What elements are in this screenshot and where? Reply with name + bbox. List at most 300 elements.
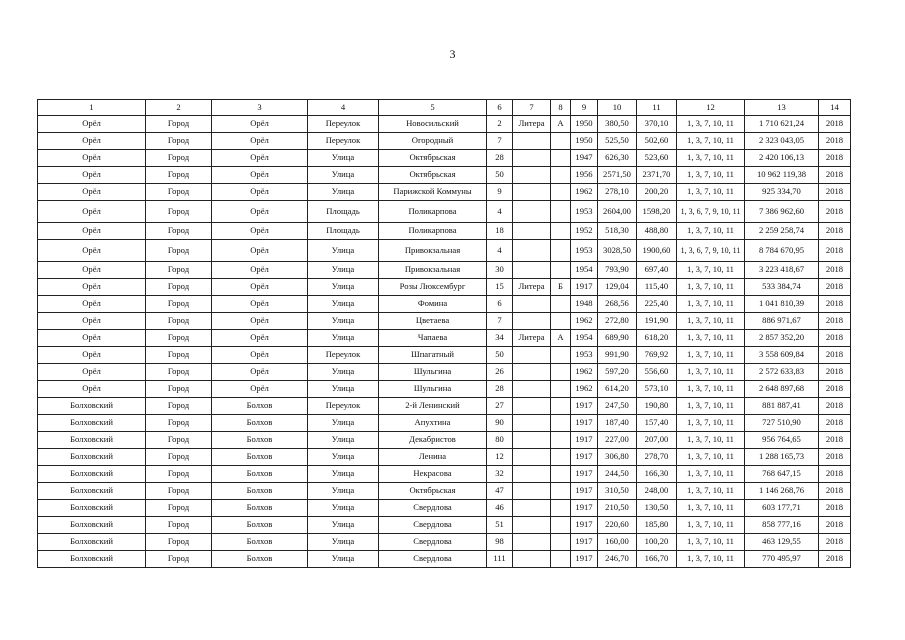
district-cell: Болховский [38, 534, 146, 551]
house-number-cell: 28 [487, 381, 513, 398]
cost-cell: 1 710 621,24 [745, 116, 819, 133]
living-area-cell: 248,00 [637, 483, 677, 500]
street-type-cell: Улица [308, 313, 379, 330]
house-number-cell: 9 [487, 184, 513, 201]
house-number-cell: 32 [487, 466, 513, 483]
building-letter-label-cell [513, 517, 551, 534]
building-letter-label-cell [513, 381, 551, 398]
plan-year-cell: 2018 [819, 398, 851, 415]
house-number-cell: 12 [487, 449, 513, 466]
table-row [38, 201, 851, 223]
settlement-type-cell: Город [146, 223, 212, 240]
year-cell: 1953 [571, 240, 598, 262]
plan-year-cell: 2018 [819, 223, 851, 240]
settlement-cell: Болхов [212, 517, 308, 534]
work-types-cell: 1, 3, 7, 10, 11 [677, 279, 745, 296]
building-letter-cell [551, 381, 571, 398]
building-letter-cell [551, 201, 571, 223]
plan-year-cell: 2018 [819, 517, 851, 534]
table-row [38, 364, 851, 381]
plan-year-cell: 2018 [819, 551, 851, 568]
cost-cell: 2 259 258,74 [745, 223, 819, 240]
column-header: 7 [513, 100, 551, 116]
cost-cell: 858 777,16 [745, 517, 819, 534]
house-number-cell: 15 [487, 279, 513, 296]
living-area-cell: 166,30 [637, 466, 677, 483]
building-letter-cell [551, 517, 571, 534]
column-header: 11 [637, 100, 677, 116]
table-row [38, 466, 851, 483]
column-header: 3 [212, 100, 308, 116]
building-letter-cell [551, 240, 571, 262]
year-cell: 1917 [571, 517, 598, 534]
settlement-type-cell: Город [146, 500, 212, 517]
cost-cell: 881 887,41 [745, 398, 819, 415]
column-header: 13 [745, 100, 819, 116]
housing-registry-table [37, 99, 851, 568]
street-type-cell: Переулок [308, 133, 379, 150]
street-cell: Цветаева [379, 313, 487, 330]
building-letter-label-cell [513, 296, 551, 313]
settlement-type-cell: Город [146, 133, 212, 150]
district-cell: Болховский [38, 517, 146, 534]
living-area-cell: 769,92 [637, 347, 677, 364]
street-type-cell: Улица [308, 449, 379, 466]
plan-year-cell: 2018 [819, 347, 851, 364]
total-area-cell: 227,00 [598, 432, 637, 449]
plan-year-cell: 2018 [819, 313, 851, 330]
plan-year-cell: 2018 [819, 201, 851, 223]
house-number-cell: 2 [487, 116, 513, 133]
district-cell: Орёл [38, 381, 146, 398]
district-cell: Орёл [38, 201, 146, 223]
plan-year-cell: 2018 [819, 449, 851, 466]
living-area-cell: 502,60 [637, 133, 677, 150]
building-letter-label-cell [513, 313, 551, 330]
year-cell: 1917 [571, 449, 598, 466]
work-types-cell: 1, 3, 7, 10, 11 [677, 500, 745, 517]
street-cell: 2-й Ленинский [379, 398, 487, 415]
total-area-cell: 2571,50 [598, 167, 637, 184]
work-types-cell: 1, 3, 7, 10, 11 [677, 223, 745, 240]
work-types-cell: 1, 3, 7, 10, 11 [677, 262, 745, 279]
street-cell: Фомина [379, 296, 487, 313]
street-type-cell: Улица [308, 381, 379, 398]
work-types-cell: 1, 3, 7, 10, 11 [677, 296, 745, 313]
year-cell: 1962 [571, 381, 598, 398]
settlement-cell: Болхов [212, 466, 308, 483]
building-letter-label-cell [513, 466, 551, 483]
living-area-cell: 697,40 [637, 262, 677, 279]
district-cell: Орёл [38, 223, 146, 240]
table-row [38, 133, 851, 150]
work-types-cell: 1, 3, 7, 10, 11 [677, 364, 745, 381]
street-cell: Чапаева [379, 330, 487, 347]
cost-cell: 956 764,65 [745, 432, 819, 449]
settlement-cell: Орёл [212, 116, 308, 133]
cost-cell: 768 647,15 [745, 466, 819, 483]
building-letter-cell [551, 449, 571, 466]
work-types-cell: 1, 3, 7, 10, 11 [677, 398, 745, 415]
table-row [38, 432, 851, 449]
street-cell: Свердлова [379, 534, 487, 551]
plan-year-cell: 2018 [819, 279, 851, 296]
table-row [38, 262, 851, 279]
building-letter-label-cell [513, 432, 551, 449]
total-area-cell: 306,80 [598, 449, 637, 466]
work-types-cell: 1, 3, 7, 10, 11 [677, 517, 745, 534]
street-cell: Огородный [379, 133, 487, 150]
table-row [38, 483, 851, 500]
plan-year-cell: 2018 [819, 133, 851, 150]
year-cell: 1947 [571, 150, 598, 167]
district-cell: Орёл [38, 167, 146, 184]
cost-cell: 463 129,55 [745, 534, 819, 551]
cost-cell: 2 420 106,13 [745, 150, 819, 167]
total-area-cell: 268,56 [598, 296, 637, 313]
house-number-cell: 30 [487, 262, 513, 279]
work-types-cell: 1, 3, 7, 10, 11 [677, 449, 745, 466]
settlement-type-cell: Город [146, 150, 212, 167]
district-cell: Болховский [38, 449, 146, 466]
table-row [38, 167, 851, 184]
total-area-cell: 310,50 [598, 483, 637, 500]
cost-cell: 1 041 810,39 [745, 296, 819, 313]
year-cell: 1954 [571, 330, 598, 347]
year-cell: 1953 [571, 201, 598, 223]
street-cell: Новосильский [379, 116, 487, 133]
cost-cell: 2 857 352,20 [745, 330, 819, 347]
cost-cell: 770 495,97 [745, 551, 819, 568]
settlement-type-cell: Город [146, 313, 212, 330]
street-cell: Парижской Коммуны [379, 184, 487, 201]
house-number-cell: 26 [487, 364, 513, 381]
year-cell: 1917 [571, 534, 598, 551]
street-type-cell: Улица [308, 551, 379, 568]
building-letter-label-cell [513, 551, 551, 568]
building-letter-cell: А [551, 116, 571, 133]
work-types-cell: 1, 3, 7, 10, 11 [677, 381, 745, 398]
column-header: 4 [308, 100, 379, 116]
building-letter-label-cell [513, 240, 551, 262]
year-cell: 1917 [571, 398, 598, 415]
work-types-cell: 1, 3, 7, 10, 11 [677, 551, 745, 568]
total-area-cell: 220,60 [598, 517, 637, 534]
street-type-cell: Переулок [308, 347, 379, 364]
living-area-cell: 157,40 [637, 415, 677, 432]
plan-year-cell: 2018 [819, 483, 851, 500]
building-letter-label-cell [513, 483, 551, 500]
living-area-cell: 1598,20 [637, 201, 677, 223]
plan-year-cell: 2018 [819, 240, 851, 262]
year-cell: 1952 [571, 223, 598, 240]
street-type-cell: Улица [308, 150, 379, 167]
table-row [38, 398, 851, 415]
house-number-cell: 90 [487, 415, 513, 432]
house-number-cell: 6 [487, 296, 513, 313]
work-types-cell: 1, 3, 7, 10, 11 [677, 184, 745, 201]
building-letter-cell [551, 483, 571, 500]
year-cell: 1950 [571, 133, 598, 150]
building-letter-cell [551, 398, 571, 415]
settlement-type-cell: Город [146, 466, 212, 483]
street-cell: Розы Люксембург [379, 279, 487, 296]
building-letter-cell [551, 262, 571, 279]
settlement-cell: Болхов [212, 449, 308, 466]
street-cell: Привокзальная [379, 262, 487, 279]
street-type-cell: Переулок [308, 116, 379, 133]
plan-year-cell: 2018 [819, 500, 851, 517]
district-cell: Болховский [38, 466, 146, 483]
plan-year-cell: 2018 [819, 262, 851, 279]
settlement-type-cell: Город [146, 116, 212, 133]
work-types-cell: 1, 3, 7, 10, 11 [677, 167, 745, 184]
settlement-type-cell: Город [146, 167, 212, 184]
settlement-cell: Орёл [212, 133, 308, 150]
settlement-type-cell: Город [146, 415, 212, 432]
settlement-cell: Болхов [212, 500, 308, 517]
settlement-cell: Орёл [212, 184, 308, 201]
street-type-cell: Улица [308, 330, 379, 347]
building-letter-label-cell [513, 449, 551, 466]
street-cell: Свердлова [379, 551, 487, 568]
settlement-cell: Болхов [212, 415, 308, 432]
district-cell: Болховский [38, 398, 146, 415]
street-cell: Октябрьская [379, 150, 487, 167]
building-letter-cell [551, 415, 571, 432]
street-cell: Октябрьская [379, 483, 487, 500]
building-letter-label-cell [513, 415, 551, 432]
settlement-cell: Орёл [212, 279, 308, 296]
building-letter-cell [551, 133, 571, 150]
total-area-cell: 2604,00 [598, 201, 637, 223]
living-area-cell: 190,80 [637, 398, 677, 415]
building-letter-cell [551, 167, 571, 184]
street-cell: Поликарпова [379, 201, 487, 223]
plan-year-cell: 2018 [819, 432, 851, 449]
street-type-cell: Улица [308, 432, 379, 449]
district-cell: Орёл [38, 313, 146, 330]
house-number-cell: 18 [487, 223, 513, 240]
street-type-cell: Улица [308, 296, 379, 313]
table-row [38, 517, 851, 534]
living-area-cell: 166,70 [637, 551, 677, 568]
street-type-cell: Улица [308, 517, 379, 534]
settlement-type-cell: Город [146, 483, 212, 500]
building-letter-cell: А [551, 330, 571, 347]
house-number-cell: 47 [487, 483, 513, 500]
living-area-cell: 523,60 [637, 150, 677, 167]
district-cell: Орёл [38, 116, 146, 133]
table-row [38, 240, 851, 262]
work-types-cell: 1, 3, 7, 10, 11 [677, 483, 745, 500]
column-header: 2 [146, 100, 212, 116]
building-letter-label-cell: Литера [513, 330, 551, 347]
living-area-cell: 207,00 [637, 432, 677, 449]
building-letter-cell [551, 500, 571, 517]
work-types-cell: 1, 3, 7, 10, 11 [677, 415, 745, 432]
building-letter-cell [551, 150, 571, 167]
total-area-cell: 793,90 [598, 262, 637, 279]
plan-year-cell: 2018 [819, 296, 851, 313]
house-number-cell: 80 [487, 432, 513, 449]
house-number-cell: 98 [487, 534, 513, 551]
year-cell: 1962 [571, 364, 598, 381]
plan-year-cell: 2018 [819, 167, 851, 184]
building-letter-cell [551, 184, 571, 201]
building-letter-cell [551, 296, 571, 313]
settlement-cell: Болхов [212, 432, 308, 449]
street-type-cell: Улица [308, 262, 379, 279]
settlement-type-cell: Город [146, 184, 212, 201]
column-header: 12 [677, 100, 745, 116]
page-number: 3 [449, 47, 456, 61]
street-type-cell: Площадь [308, 201, 379, 223]
year-cell: 1917 [571, 500, 598, 517]
building-letter-cell [551, 223, 571, 240]
street-type-cell: Площадь [308, 223, 379, 240]
total-area-cell: 597,20 [598, 364, 637, 381]
settlement-type-cell: Город [146, 330, 212, 347]
settlement-type-cell: Город [146, 517, 212, 534]
total-area-cell: 160,00 [598, 534, 637, 551]
work-types-cell: 1, 3, 7, 10, 11 [677, 432, 745, 449]
settlement-cell: Орёл [212, 381, 308, 398]
table-row [38, 313, 851, 330]
work-types-cell: 1, 3, 7, 10, 11 [677, 116, 745, 133]
street-cell: Шульгина [379, 381, 487, 398]
building-letter-label-cell [513, 184, 551, 201]
living-area-cell: 185,80 [637, 517, 677, 534]
street-type-cell: Улица [308, 483, 379, 500]
table-row [38, 415, 851, 432]
column-header: 5 [379, 100, 487, 116]
work-types-cell: 1, 3, 7, 10, 11 [677, 330, 745, 347]
living-area-cell: 200,20 [637, 184, 677, 201]
house-number-cell: 4 [487, 201, 513, 223]
cost-cell: 1 288 165,73 [745, 449, 819, 466]
street-type-cell: Улица [308, 184, 379, 201]
year-cell: 1950 [571, 116, 598, 133]
settlement-cell: Орёл [212, 167, 308, 184]
street-type-cell: Улица [308, 466, 379, 483]
street-type-cell: Улица [308, 415, 379, 432]
district-cell: Болховский [38, 415, 146, 432]
house-number-cell: 7 [487, 133, 513, 150]
table-row [38, 551, 851, 568]
settlement-type-cell: Город [146, 381, 212, 398]
plan-year-cell: 2018 [819, 415, 851, 432]
year-cell: 1917 [571, 466, 598, 483]
building-letter-label-cell [513, 262, 551, 279]
street-cell: Свердлова [379, 500, 487, 517]
building-letter-label-cell: Литера [513, 116, 551, 133]
settlement-type-cell: Город [146, 279, 212, 296]
cost-cell: 2 572 633,83 [745, 364, 819, 381]
total-area-cell: 525,50 [598, 133, 637, 150]
building-letter-cell [551, 432, 571, 449]
year-cell: 1953 [571, 347, 598, 364]
plan-year-cell: 2018 [819, 381, 851, 398]
house-number-cell: 7 [487, 313, 513, 330]
cost-cell: 533 384,74 [745, 279, 819, 296]
district-cell: Орёл [38, 296, 146, 313]
street-cell: Поликарпова [379, 223, 487, 240]
column-header: 1 [38, 100, 146, 116]
street-type-cell: Улица [308, 364, 379, 381]
district-cell: Орёл [38, 330, 146, 347]
table-row [38, 347, 851, 364]
district-cell: Болховский [38, 551, 146, 568]
building-letter-cell [551, 551, 571, 568]
total-area-cell: 247,50 [598, 398, 637, 415]
year-cell: 1962 [571, 184, 598, 201]
building-letter-cell [551, 364, 571, 381]
house-number-cell: 50 [487, 167, 513, 184]
building-letter-cell [551, 347, 571, 364]
total-area-cell: 210,50 [598, 500, 637, 517]
table-body [38, 116, 851, 568]
settlement-cell: Орёл [212, 364, 308, 381]
settlement-type-cell: Город [146, 296, 212, 313]
district-cell: Орёл [38, 364, 146, 381]
work-types-cell: 1, 3, 7, 10, 11 [677, 534, 745, 551]
building-letter-label-cell [513, 534, 551, 551]
settlement-type-cell: Город [146, 534, 212, 551]
plan-year-cell: 2018 [819, 466, 851, 483]
settlement-cell: Орёл [212, 262, 308, 279]
plan-year-cell: 2018 [819, 330, 851, 347]
street-cell: Декабристов [379, 432, 487, 449]
settlement-cell: Орёл [212, 201, 308, 223]
street-type-cell: Улица [308, 500, 379, 517]
plan-year-cell: 2018 [819, 150, 851, 167]
year-cell: 1917 [571, 415, 598, 432]
building-letter-label-cell [513, 364, 551, 381]
cost-cell: 8 784 670,95 [745, 240, 819, 262]
total-area-cell: 272,80 [598, 313, 637, 330]
year-cell: 1948 [571, 296, 598, 313]
total-area-cell: 129,04 [598, 279, 637, 296]
building-letter-label-cell [513, 167, 551, 184]
plan-year-cell: 2018 [819, 534, 851, 551]
district-cell: Орёл [38, 184, 146, 201]
total-area-cell: 626,30 [598, 150, 637, 167]
year-cell: 1962 [571, 313, 598, 330]
total-area-cell: 278,10 [598, 184, 637, 201]
building-letter-label-cell [513, 398, 551, 415]
cost-cell: 886 971,67 [745, 313, 819, 330]
settlement-cell: Орёл [212, 296, 308, 313]
settlement-cell: Орёл [212, 240, 308, 262]
year-cell: 1917 [571, 551, 598, 568]
work-types-cell: 1, 3, 6, 7, 9, 10, 11 [677, 240, 745, 262]
house-number-cell: 27 [487, 398, 513, 415]
district-cell: Болховский [38, 483, 146, 500]
table-row [38, 500, 851, 517]
living-area-cell: 278,70 [637, 449, 677, 466]
living-area-cell: 370,10 [637, 116, 677, 133]
year-cell: 1956 [571, 167, 598, 184]
living-area-cell: 2371,70 [637, 167, 677, 184]
cost-cell: 3 558 609,84 [745, 347, 819, 364]
year-cell: 1917 [571, 483, 598, 500]
work-types-cell: 1, 3, 7, 10, 11 [677, 313, 745, 330]
work-types-cell: 1, 3, 7, 10, 11 [677, 347, 745, 364]
building-letter-label-cell [513, 500, 551, 517]
living-area-cell: 573,10 [637, 381, 677, 398]
street-cell: Шульгина [379, 364, 487, 381]
